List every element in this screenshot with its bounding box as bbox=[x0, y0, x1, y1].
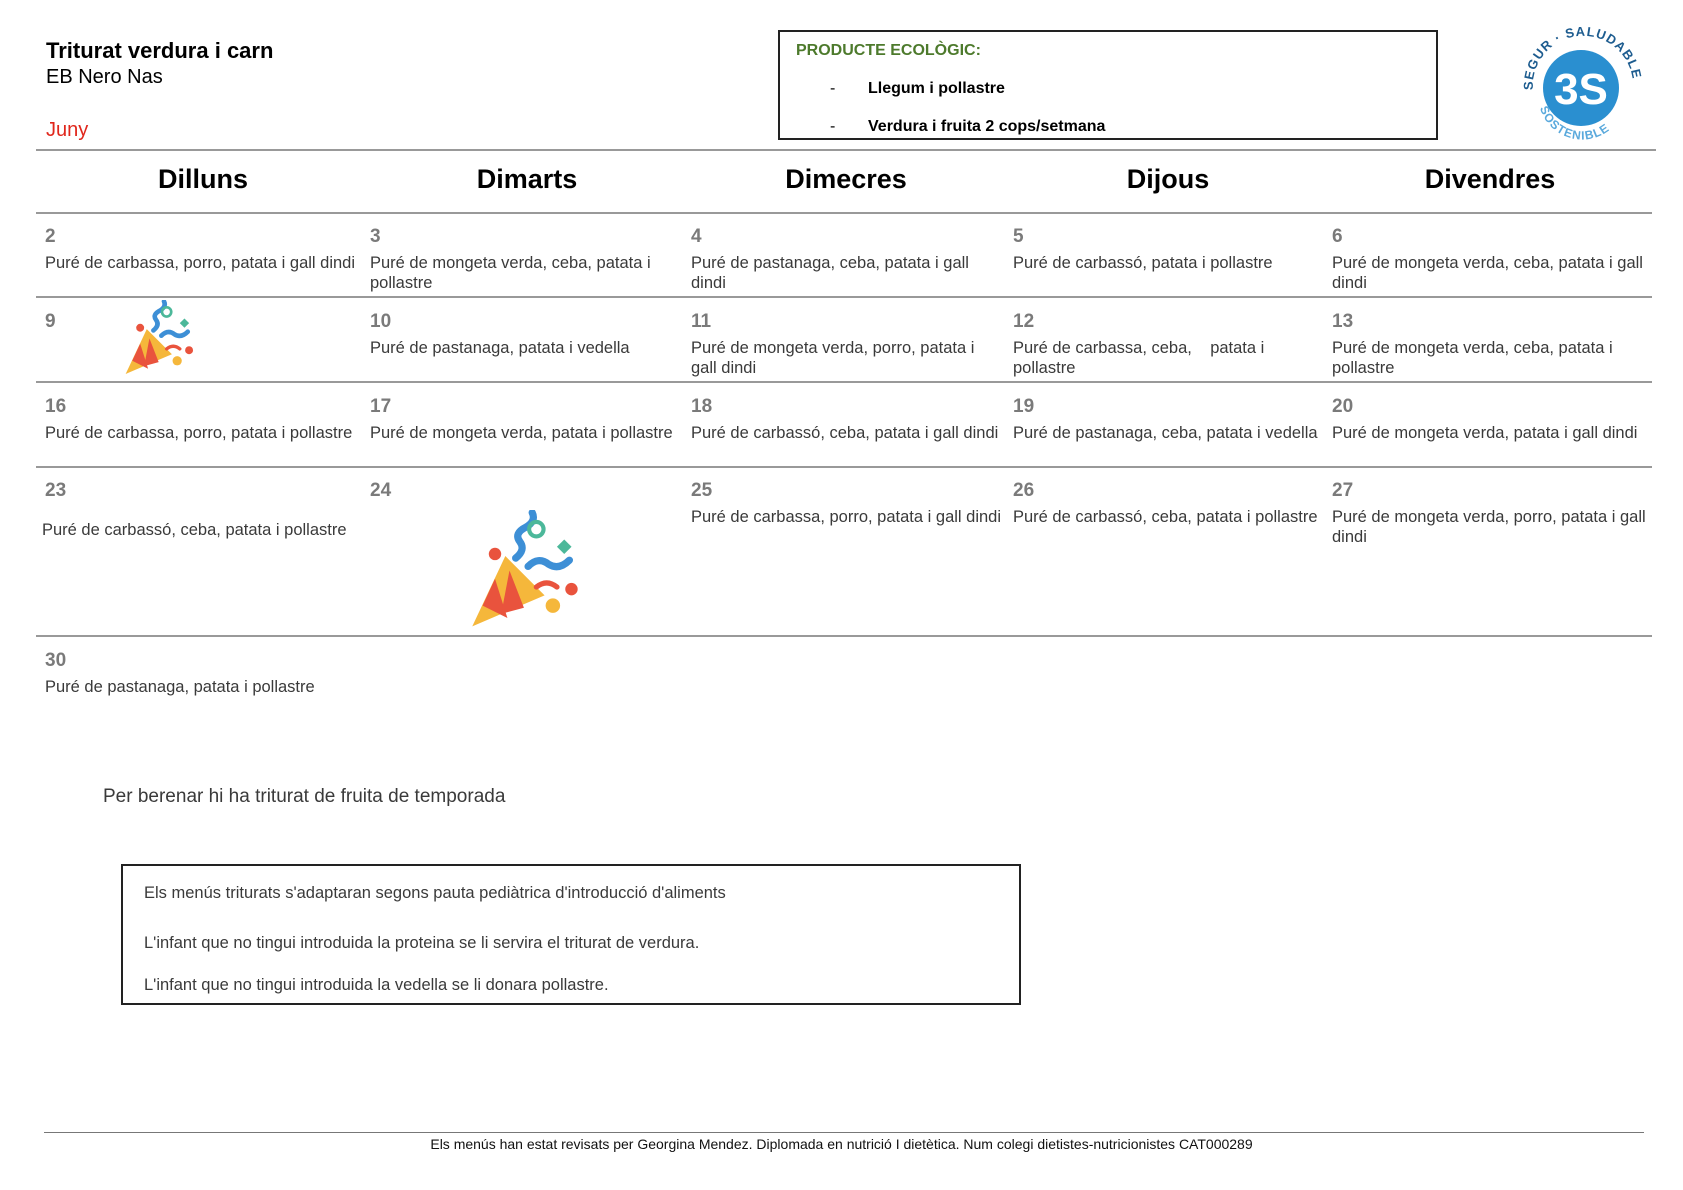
day-menu: Puré de carbassa, ceba, patata i pollastre bbox=[1013, 339, 1269, 377]
day-cell bbox=[1332, 396, 1662, 443]
day-number: 23 bbox=[45, 480, 67, 501]
day-cell bbox=[691, 396, 1021, 443]
divider bbox=[36, 466, 1652, 468]
day-number: 17 bbox=[370, 396, 392, 417]
day-cell bbox=[1013, 480, 1343, 527]
note-line: L'infant que no tingui introduida la proteina se li servira el triturat de verdura. bbox=[144, 934, 700, 952]
divider bbox=[36, 149, 1656, 151]
day-cell bbox=[45, 311, 105, 333]
note-line: L'infant que no tingui introduida la vedella se li donara pollastre. bbox=[144, 976, 609, 994]
day-number: 30 bbox=[45, 650, 67, 671]
day-cell bbox=[691, 311, 991, 378]
notes-box bbox=[121, 864, 1021, 1005]
footer-text: Els menús han estat revisats per Georgina Mendez. Diplomada en nutrició I dietètica. Num colegi dietistes-nutricionistes CAT000289 bbox=[430, 1136, 1253, 1152]
day-cell bbox=[1332, 480, 1650, 547]
day-menu: Puré de carbassó, ceba, patata i pollastre bbox=[42, 521, 347, 539]
day-menu: Puré de carbassó, ceba, patata i pollastre bbox=[1013, 508, 1318, 526]
divider bbox=[36, 212, 1652, 214]
day-number: 16 bbox=[45, 396, 67, 417]
day-menu: Puré de pastanaga, ceba, patata i vedella bbox=[1013, 424, 1318, 442]
day-menu: Puré de carbassa, porro, patata i gall dindi bbox=[45, 254, 356, 272]
day-cell bbox=[370, 480, 430, 502]
day-cell bbox=[1013, 311, 1273, 378]
eco-item: - Llegum i pollastre bbox=[830, 80, 1005, 97]
eco-product-box bbox=[778, 30, 1438, 140]
day-number: 12 bbox=[1013, 311, 1035, 332]
day-cell bbox=[370, 396, 700, 443]
day-cell bbox=[45, 396, 375, 443]
eco-item: - Verdura i fruita 2 cops/setmana bbox=[830, 118, 1106, 135]
day-number: 25 bbox=[691, 480, 713, 501]
day-cell bbox=[1013, 396, 1343, 443]
weekday-header: Dimecres bbox=[785, 164, 907, 194]
day-cell bbox=[1332, 226, 1650, 293]
day-number: 24 bbox=[370, 480, 392, 501]
footer-divider bbox=[44, 1132, 1644, 1133]
day-number: 3 bbox=[370, 226, 381, 247]
weekday-header: Dimarts bbox=[476, 164, 578, 194]
logo-arc-bottom: SOSTENIBLE bbox=[1537, 103, 1613, 143]
day-number: 18 bbox=[691, 396, 713, 417]
day-menu: Puré de mongeta verda, patata i pollastre bbox=[370, 424, 673, 442]
day-number: 26 bbox=[1013, 480, 1035, 501]
weekday-header: Dilluns bbox=[157, 164, 248, 194]
day-cell bbox=[1332, 311, 1632, 378]
day-number: 6 bbox=[1332, 226, 1343, 247]
day-menu: Puré de mongeta verda, ceba, patata i gall dindi bbox=[1332, 254, 1643, 292]
day-cell bbox=[691, 226, 1006, 293]
weekday-header: Divendres bbox=[1424, 164, 1556, 194]
day-number: 2 bbox=[45, 226, 56, 247]
day-number: 20 bbox=[1332, 396, 1354, 417]
eco-title: PRODUCTE ECOLÒGIC: bbox=[796, 42, 981, 59]
day-cell bbox=[370, 226, 670, 293]
day-menu: Puré de carbassa, porro, patata i pollastre bbox=[45, 424, 353, 442]
eco-item-text: Verdura i fruita 2 cops/setmana bbox=[868, 118, 1106, 135]
day-menu: Puré de pastanaga, ceba, patata i gall dindi bbox=[691, 254, 969, 292]
day-cell bbox=[370, 311, 670, 358]
day-menu: Puré de mongeta verda, ceba, patata i pollastre bbox=[1332, 339, 1613, 377]
party-popper-icon bbox=[120, 300, 200, 381]
day-cell bbox=[691, 480, 1021, 527]
day-menu: Puré de carbassó, ceba, patata i gall dindi bbox=[691, 424, 999, 442]
day-menu: Puré de carbassó, patata i pollastre bbox=[1013, 254, 1273, 272]
divider bbox=[36, 381, 1652, 383]
day-number: 9 bbox=[45, 311, 56, 332]
day-cell bbox=[42, 480, 360, 540]
day-menu: Puré de mongeta verda, porro, patata i gall dindi bbox=[1332, 508, 1646, 546]
day-menu: Puré de mongeta verda, patata i gall dindi bbox=[1332, 424, 1638, 442]
party-popper-icon bbox=[464, 510, 588, 635]
school-name: EB Nero Nas bbox=[46, 66, 163, 88]
day-menu: Puré de mongeta verda, ceba, patata i pollastre bbox=[370, 254, 651, 292]
menu-title: Triturat verdura i carn bbox=[46, 38, 274, 63]
day-menu: Puré de mongeta verda, porro, patata i gall dindi bbox=[691, 339, 975, 377]
logo-arc-top: SEGUR · SALUDABLE bbox=[1520, 23, 1645, 91]
day-number: 19 bbox=[1013, 396, 1035, 417]
day-menu: Puré de carbassa, porro, patata i gall dindi bbox=[691, 508, 1002, 526]
day-number: 10 bbox=[370, 311, 392, 332]
day-number: 4 bbox=[691, 226, 702, 247]
day-number: 13 bbox=[1332, 311, 1354, 332]
day-number: 11 bbox=[691, 311, 712, 332]
weekday-header: Dijous bbox=[1126, 164, 1210, 194]
day-number: 27 bbox=[1332, 480, 1354, 501]
snack-note: Per berenar hi ha triturat de fruita de temporada bbox=[103, 786, 506, 807]
day-number: 5 bbox=[1013, 226, 1024, 247]
month-label: Juny bbox=[46, 119, 89, 141]
divider bbox=[36, 296, 1652, 298]
day-cell bbox=[45, 650, 360, 697]
note-line: Els menús triturats s'adaptaran segons pauta pediàtrica d'introducció d'aliments bbox=[144, 884, 726, 902]
logo-number: 3S bbox=[1554, 65, 1608, 114]
day-cell bbox=[1013, 226, 1328, 273]
logo-3s bbox=[1515, 20, 1645, 150]
day-menu: Puré de pastanaga, patata i pollastre bbox=[45, 678, 315, 696]
divider bbox=[36, 635, 1652, 637]
day-cell bbox=[45, 226, 360, 273]
day-menu: Puré de pastanaga, patata i vedella bbox=[370, 339, 630, 357]
eco-item-text: Llegum i pollastre bbox=[868, 80, 1005, 97]
